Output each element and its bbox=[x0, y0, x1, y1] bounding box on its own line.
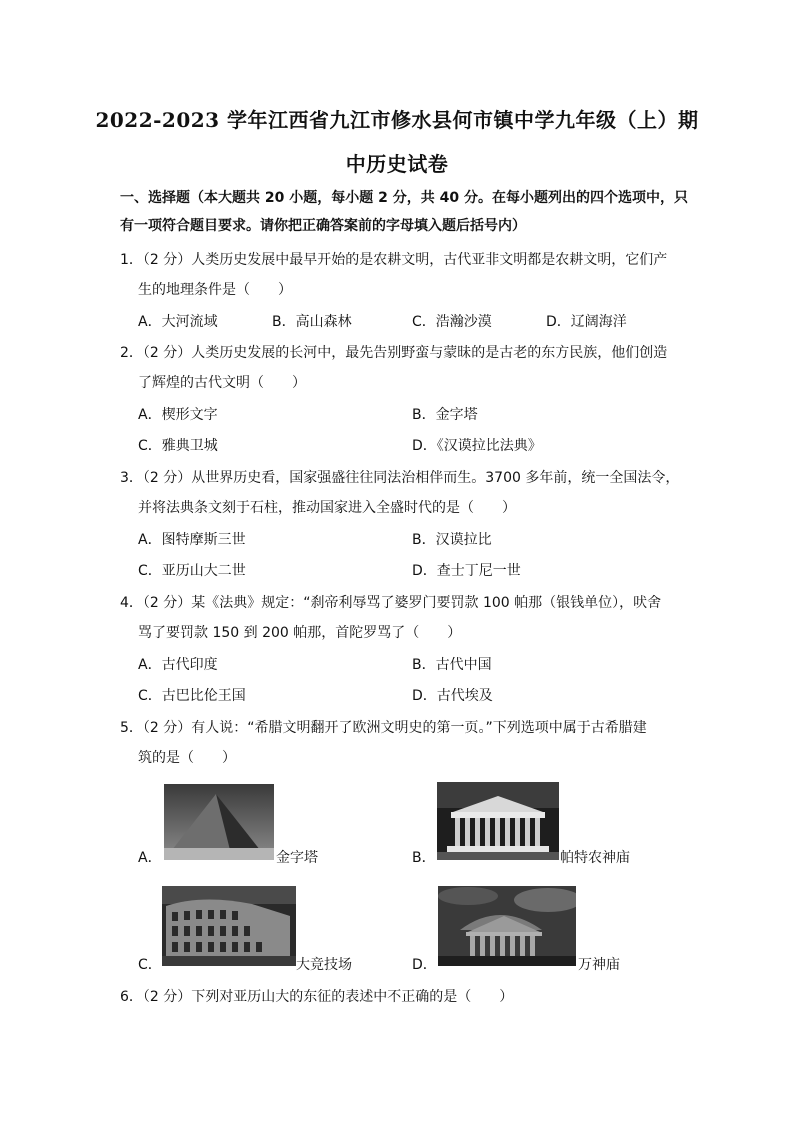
question-5-option-a-caption: 金字塔 bbox=[276, 850, 318, 866]
pyramid-image bbox=[164, 784, 274, 860]
question-5-option-c-caption: 大竞技场 bbox=[296, 957, 352, 973]
page-title-line1: 2022-2023 学年江西省九江市修水县何市镇中学九年级（上）期 bbox=[95, 108, 699, 132]
question-5-option-b-caption: 帕特农神庙 bbox=[560, 850, 630, 866]
page-title-line2: 中历史试卷 bbox=[345, 152, 449, 176]
question-1-option-d: D．辽阔海洋 bbox=[546, 314, 627, 330]
question-4-line2: 骂了要罚款 150 到 200 帕那，首陀罗骂了（ ） bbox=[138, 625, 462, 641]
question-2-option-b: B．金字塔 bbox=[412, 407, 478, 423]
question-6-line1: 6．（2 分）下列对亚历山大的东征的表述中不正确的是（ ） bbox=[120, 989, 514, 1005]
question-1-line2: 生的地理条件是（ ） bbox=[138, 282, 292, 298]
question-5-line1: 5．（2 分）有人说：“希腊文明翻开了欧洲文明史的第一页。”下列选项中属于古希腊建 bbox=[120, 720, 647, 736]
question-1-option-b: B．高山森林 bbox=[272, 314, 352, 330]
question-3-option-d: D．查士丁尼一世 bbox=[412, 563, 521, 579]
question-5-line2: 筑的是（ ） bbox=[138, 750, 236, 766]
question-4-option-a: A．古代印度 bbox=[138, 657, 218, 673]
question-5-option-c-letter: C． bbox=[138, 957, 162, 973]
question-1-option-c: C．浩瀚沙漠 bbox=[412, 314, 492, 330]
question-4-option-d: D．古代埃及 bbox=[412, 688, 493, 704]
question-4-option-c: C．古巴比伦王国 bbox=[138, 688, 246, 704]
question-2-line2: 了辉煌的古代文明（ ） bbox=[138, 375, 306, 391]
question-3-option-a: A．图特摩斯三世 bbox=[138, 532, 246, 548]
question-5-option-b-letter: B． bbox=[412, 850, 436, 866]
question-5-option-d-caption: 万神庙 bbox=[578, 957, 620, 973]
parthenon-image bbox=[437, 782, 559, 860]
question-4-line1: 4．（2 分）某《法典》规定：“刹帝利辱骂了婆罗门要罚款 100 帕那（银钱单位），吠舍 bbox=[120, 595, 662, 611]
section-heading-line2: 有一项符合题目要求。请你把正确答案前的字母填入题后括号内） bbox=[120, 218, 526, 234]
colosseum-image bbox=[162, 886, 296, 966]
question-2-option-c: C．雅典卫城 bbox=[138, 438, 218, 454]
question-2-line1: 2．（2 分）人类历史发展的长河中，最先告别野蛮与蒙昧的是古老的东方民族，他们创造 bbox=[120, 345, 668, 361]
question-3-option-b: B．汉谟拉比 bbox=[412, 532, 492, 548]
question-4-option-b: B．古代中国 bbox=[412, 657, 492, 673]
question-5-option-d-letter: D． bbox=[412, 957, 437, 973]
question-5-option-a-letter: A． bbox=[138, 850, 162, 866]
question-2-option-a: A．楔形文字 bbox=[138, 407, 218, 423]
question-3-option-c: C．亚历山大二世 bbox=[138, 563, 246, 579]
question-1-option-a: A．大河流域 bbox=[138, 314, 218, 330]
question-3-line2: 并将法典条文刻于石柱，推动国家进入全盛时代的是（ ） bbox=[138, 500, 516, 516]
pantheon-image bbox=[438, 886, 576, 966]
section-heading-line1: 一、选择题（本大题共 20 小题，每小题 2 分，共 40 分。在每小题列出的四个选项中，只 bbox=[120, 190, 688, 206]
question-1-line1: 1．（2 分）人类历史发展中最早开始的是农耕文明，古代亚非文明都是农耕文明，它们产 bbox=[120, 252, 668, 268]
question-2-option-d: D．《汉谟拉比法典》 bbox=[412, 438, 542, 454]
question-3-line1: 3．（2 分）从世界历史看，国家强盛往往同法治相伴而生。3700 多年前，统一全国法令， bbox=[120, 470, 680, 486]
